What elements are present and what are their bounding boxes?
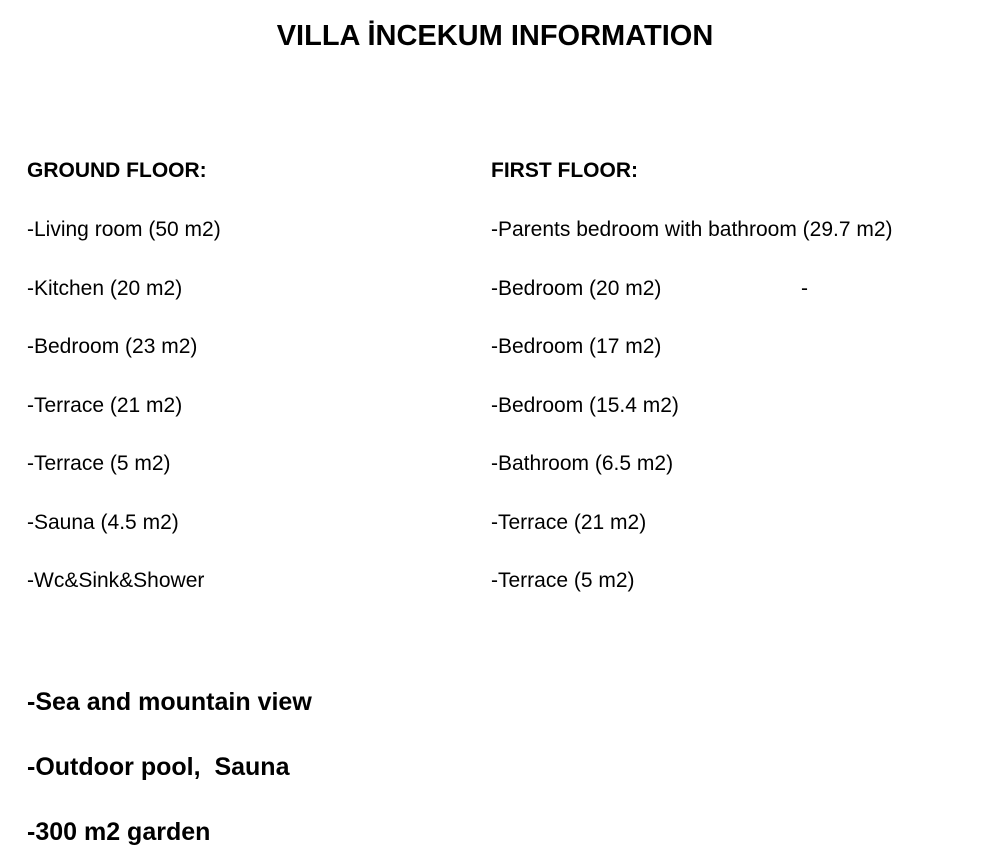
list-item-text: -Bedroom (20 m2) [491, 276, 662, 300]
list-item: -Terrace (21 m2) [491, 510, 647, 534]
list-item: -Terrace (5 m2) [27, 452, 171, 475]
list-item: -Terrace (5 m2) [491, 569, 635, 592]
first-floor-heading: FIRST FLOOR: [491, 159, 638, 182]
page-title: VILLA İNCEKUM INFORMATION [276, 20, 714, 52]
list-item: -Parents bedroom with bathroom (29.7 m2) [491, 218, 893, 241]
list-item: -Terrace (21 m2) [27, 393, 183, 417]
list-item: -Sauna (4.5 m2) [27, 510, 179, 534]
list-item: -Bathroom (6.5 m2) [491, 452, 674, 475]
ground-floor-heading: GROUND FLOOR: [27, 159, 207, 182]
stray-dash: - [801, 276, 808, 300]
first-floor-list [491, 215, 893, 596]
list-item: -Bedroom (15.4 m2) [491, 393, 679, 417]
feature-item: -300 m2 garden [27, 818, 211, 846]
list-item [491, 274, 893, 304]
first-floor-section [491, 156, 893, 596]
feature-item: -Outdoor pool, Sauna [27, 753, 290, 781]
list-item: -Kitchen (20 m2) [27, 276, 183, 300]
ground-floor-section [27, 156, 221, 596]
features-list [27, 684, 312, 850]
list-item: -Bedroom (23 m2) [27, 335, 198, 358]
list-item: -Living room (50 m2) [27, 218, 221, 241]
feature-item: -Sea and mountain view [27, 688, 312, 716]
list-item: -Bedroom (17 m2) [491, 335, 662, 358]
list-item: -Wc&Sink&Shower [27, 569, 205, 592]
ground-floor-list [27, 215, 221, 596]
